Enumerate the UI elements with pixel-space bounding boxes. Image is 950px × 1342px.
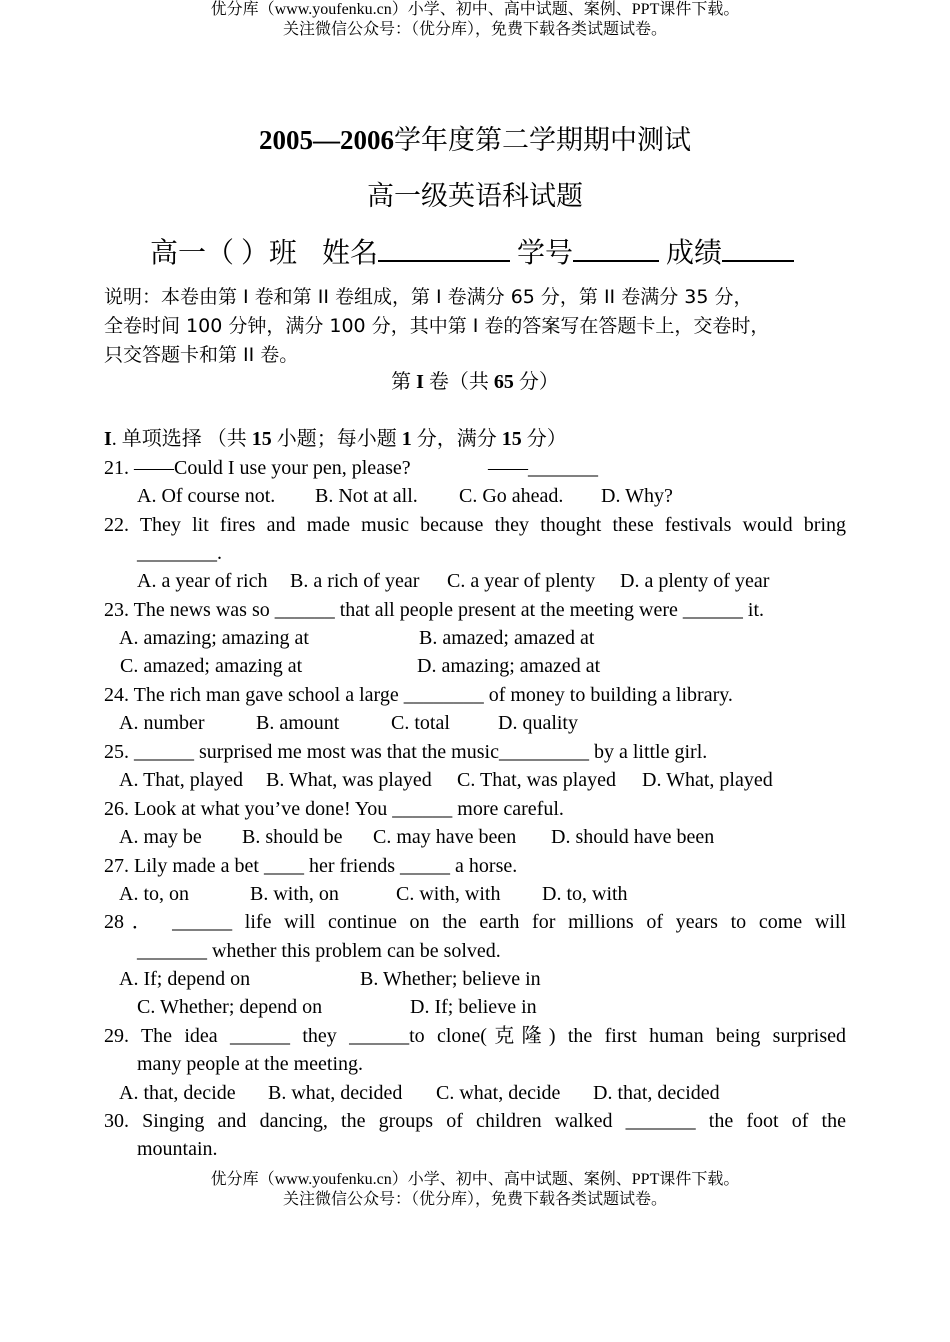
id-blank[interactable] (573, 234, 659, 262)
section-each: 1 (401, 428, 412, 450)
q28-option-c: C. Whether; depend on (137, 996, 323, 1018)
exam-years: 2005—2006 (259, 125, 394, 155)
q27-option-a: A. to, on (119, 883, 189, 905)
q21-option-d: D. Why? (601, 485, 673, 507)
q22-stem-1: 22. They lit fires and made music because they thought these festivals would bring (104, 514, 846, 536)
exam-subtitle: 高一级英语科试题 (367, 181, 583, 211)
q24-option-b: B. amount (256, 712, 340, 734)
q26-stem: 26. Look at what you’ve done! You ______ more careful. (104, 798, 564, 820)
q25-option-c: C. That, was played (457, 769, 617, 791)
q21-option-a: A. Of course not. (137, 485, 276, 507)
q22-option-d: D. a plenty of year (620, 570, 770, 592)
q28-stem-1: 28． ______ life will continue on the earth for millions of years to come will (104, 911, 846, 933)
q29-option-a: A. that, decide (119, 1082, 236, 1104)
q29-option-d: D. that, decided (593, 1082, 720, 1104)
q27-option-d: D. to, with (542, 883, 628, 905)
q22-option-c: C. a year of plenty (447, 570, 596, 592)
q22-option-a: A. a year of rich (137, 570, 268, 592)
note-line-1: 说明：本卷由第 I 卷和第 II 卷组成，第 I 卷满分 65 分，第 II 卷满分 35 分， (104, 286, 753, 308)
section-text-4: 分） (521, 428, 567, 450)
q26-option-c: C. may have been (373, 826, 517, 848)
q26-option-d: D. should have been (551, 826, 715, 848)
q21-stem-a: 21. ——Could I use your pen, please? (104, 457, 411, 479)
q26-option-a: A. may be (119, 826, 202, 848)
q28-option-b: B. Whether; believe in (360, 968, 541, 990)
q27-stem: 27. Lily made a bet ____ her friends _____ a horse. (104, 855, 518, 877)
section-one-heading (104, 425, 567, 453)
instructions-note (104, 283, 846, 370)
q29-stem-2: many people at the meeting. (137, 1053, 364, 1075)
score-label: 成绩 (666, 238, 723, 269)
exam-title (0, 122, 950, 158)
q28-option-d: D. If; believe in (410, 996, 537, 1018)
q29-stem-1: 29. The idea ______ they ______to clone(克隆) the first human being surprised (104, 1025, 846, 1047)
section-text-2: 小题；每小题 (271, 428, 402, 450)
section-text-1: . 单项选择 （共 (111, 428, 252, 450)
part-prefix: 第 (391, 371, 417, 393)
section-num: I (104, 428, 112, 450)
section-text-3: 分，满分 (411, 428, 502, 450)
section-count: 15 (251, 428, 272, 450)
part-one-heading (0, 368, 950, 396)
q21-option-c: C. Go ahead. (459, 485, 564, 507)
q24-option-d: D. quality (498, 712, 578, 734)
page-footer (0, 1170, 950, 1210)
q21-option-b: B. Not at all. (315, 485, 418, 507)
q29-option-b: B. what, decided (268, 1082, 403, 1104)
header-line-1: 优分库（www.youfenku.cn）小学、初中、高中试题、案例、PPT课件下载。 (210, 1, 740, 18)
q25-stem: 25. ______ surprised me most was that the music_________ by a little girl. (104, 741, 708, 763)
q23-option-a: A. amazing; amazing at (119, 627, 309, 649)
page-header (0, 0, 950, 40)
exam-term: 学年度第二学期期中测试 (394, 125, 691, 155)
q23-option-c: C. amazed; amazing at (120, 655, 303, 677)
q22-stem-2: ________. (137, 542, 222, 564)
q30-stem-2: mountain. (137, 1138, 218, 1160)
header-line-2: 关注微信公众号：（优分库），免费下载各类试题试卷。 (282, 21, 667, 38)
id-label: 学号 (517, 238, 574, 269)
q23-option-b: B. amazed; amazed at (419, 627, 595, 649)
q23-stem: 23. The news was so ______ that all people present at the meeting were ______ it. (104, 599, 765, 621)
note-line-3: 只交答题卡和第 II 卷。 (104, 344, 299, 366)
name-blank[interactable] (378, 234, 510, 262)
section-total: 15 (501, 428, 522, 450)
q28-stem-2: _______ whether this problem can be solved. (137, 940, 501, 962)
score-blank[interactable] (722, 234, 794, 262)
part-suffix: 分） (513, 371, 559, 393)
student-info-line (150, 234, 794, 274)
q24-option-a: A. number (119, 712, 205, 734)
class-label: 高一（ ）班 (150, 238, 298, 269)
q25-option-a: A. That, played (119, 769, 244, 791)
q22-option-b: B. a rich of year (290, 570, 420, 592)
name-label: 姓名 (322, 238, 379, 269)
q21-stem-b: ——_______ (488, 457, 598, 479)
q25-option-d: D. What, played (642, 769, 773, 791)
note-line-2: 全卷时间 100 分钟，满分 100 分，其中第 I 卷的答案写在答题卡上，交卷时， (104, 315, 770, 337)
footer-line-2: 关注微信公众号：（优分库），免费下载各类试题试卷。 (282, 1191, 667, 1208)
part-mid: 卷（共 (423, 371, 494, 393)
q30-stem-1: 30. Singing and dancing, the groups of children walked _______ the foot of the (104, 1110, 846, 1132)
footer-line-1: 优分库（www.youfenku.cn）小学、初中、高中试题、案例、PPT课件下载。 (210, 1171, 740, 1188)
q23-option-d: D. amazing; amazed at (417, 655, 601, 677)
q25-option-b: B. What, was played (266, 769, 432, 791)
part-points: 65 (493, 371, 514, 393)
q27-option-b: B. with, on (250, 883, 339, 905)
q26-option-b: B. should be (242, 826, 343, 848)
q24-option-c: C. total (391, 712, 450, 734)
q27-option-c: C. with, with (396, 883, 501, 905)
q29-option-c: C. what, decide (436, 1082, 561, 1104)
q28-option-a: A. If; depend on (119, 968, 251, 990)
q24-stem: 24. The rich man gave school a large ________ of money to building a library. (104, 684, 733, 706)
part-roman: I (416, 371, 424, 393)
